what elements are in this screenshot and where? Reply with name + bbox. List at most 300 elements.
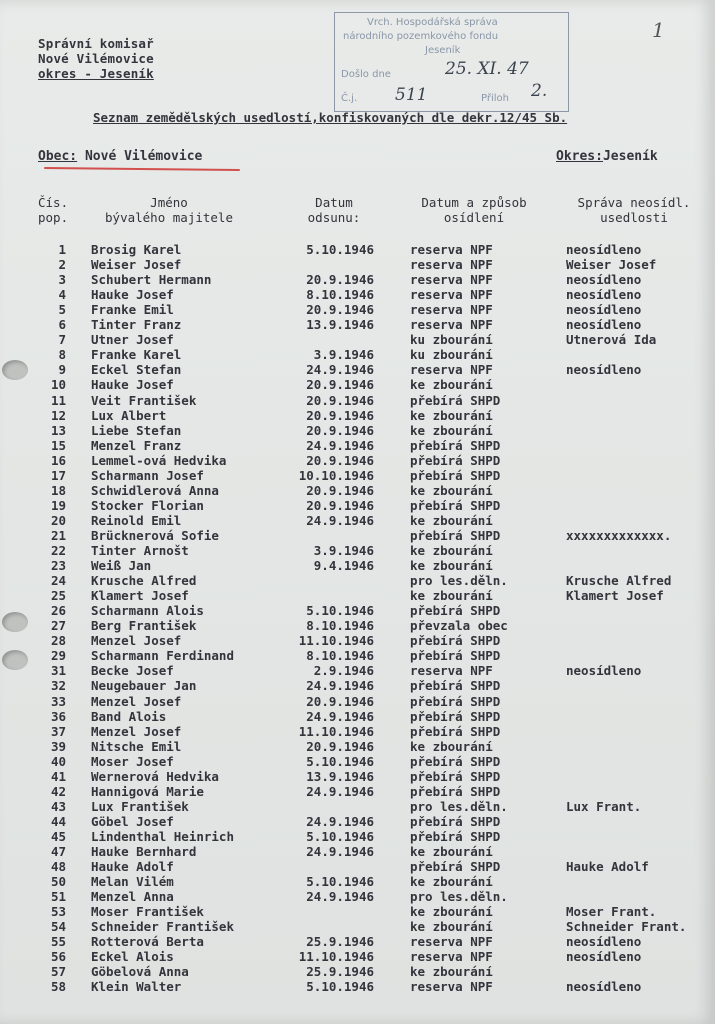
table-row [0,709,715,724]
row-number: 27 [50,618,66,634]
row-number: 56 [50,949,66,965]
row-settlement: přebírá SHPD [410,723,501,739]
col-header-date [298,195,370,225]
row-number: 12 [50,407,66,423]
row-owner-name: Rotterová Berta [91,934,204,950]
row-owner-name: Hannigová Marie [91,783,204,799]
row-administration: Klamert Josef [566,588,664,604]
row-settlement: reserva NPF [410,663,493,679]
row-expulsion-date: 24.9.1946 [306,889,374,905]
row-settlement: reserva NPF [410,362,493,378]
col-header-administration-2: usedlosti [600,210,668,225]
row-expulsion-date: 20.9.1946 [306,497,374,513]
col-header-settlement-1: Datum a způsob [421,195,527,210]
row-number: 55 [50,934,66,950]
row-settlement: ke zbourání [410,512,493,528]
row-owner-name: Menzel Josef [91,723,182,739]
row-administration: neosídleno [566,272,642,288]
row-settlement: ku zbourání [410,332,493,348]
row-settlement: reserva NPF [410,949,493,965]
col-header-administration [564,195,704,225]
row-administration: Krusche Alfred [566,573,672,589]
row-owner-name: Nitsche Emil [91,738,182,754]
row-number: 29 [50,648,66,664]
table-row [0,949,715,964]
row-number: 51 [50,889,66,905]
table-row [0,889,715,904]
row-owner-name: Brosig Karel [91,242,182,257]
row-owner-name: Tinter Franz [91,317,182,333]
received-stamp [334,12,569,112]
page-number: 1 [652,18,665,42]
row-owner-name: Reinold Emil [91,512,182,528]
row-owner-name: Menzel Anna [91,889,174,905]
row-expulsion-date: 24.9.1946 [306,437,374,453]
municipality-label: Obec: [38,149,78,164]
table-row [0,829,715,844]
row-number: 21 [50,527,66,543]
col-header-name-1: Jméno [150,195,188,210]
table-row [0,573,715,588]
row-settlement: reserva NPF [410,302,493,318]
row-settlement: ke zbourání [410,558,493,574]
row-administration: Moser Frant. [566,904,657,920]
header-block [38,36,154,81]
row-expulsion-date: 20.9.1946 [306,693,374,709]
row-owner-name: Krusche Alfred [91,573,197,589]
row-number: 36 [50,708,66,724]
district [556,149,658,164]
row-number: 48 [50,859,66,875]
row-owner-name: Melan Vilém [91,874,174,890]
stamp-date-value: 25. XI. 47 [445,59,529,79]
row-expulsion-date: 11.10.1946 [298,723,374,739]
row-settlement: ke zbourání [410,422,493,438]
table-row [0,287,715,302]
row-number: 2 [58,257,66,273]
row-settlement: reserva NPF [410,272,493,288]
row-owner-name: Weiser Josef [91,257,182,273]
header-line-village: Nové Vilémovice [38,51,154,66]
table-row [0,814,715,829]
stamp-line-1: Vrch. Hospodářská správa [367,17,498,28]
row-administration: Lux Frant. [566,798,642,814]
row-administration: neosídleno [566,949,642,965]
row-owner-name: Menzel Josef [91,693,182,709]
row-owner-name: Klamert Josef [91,588,189,604]
row-settlement: ke zbourání [410,874,493,890]
row-owner-name: Liebe Stefan [91,422,182,438]
row-owner-name: Scharmann Alois [91,603,204,619]
row-expulsion-date: 2.9.1946 [313,663,374,679]
col-header-settlement [408,195,540,225]
row-expulsion-date: 20.9.1946 [306,302,374,318]
row-administration: neosídleno [566,663,642,679]
row-owner-name: Göbelová Anna [91,964,189,980]
row-settlement: přebírá SHPD [410,708,501,724]
row-owner-name: Hauke Josef [91,287,174,303]
row-number: 42 [50,783,66,799]
row-settlement: přebírá SHPD [410,392,501,408]
row-administration: neosídleno [566,362,642,378]
row-owner-name: Schubert Hermann [91,272,212,288]
row-settlement: přebírá SHPD [410,437,501,453]
header-line-commissioner: Správní komisař [38,36,154,51]
table-row [0,468,715,483]
table-row [0,483,715,498]
row-settlement: přebírá SHPD [410,467,501,483]
row-settlement: ke zbourání [410,407,493,423]
row-owner-name: Eckel Alois [91,949,174,965]
table-row [0,453,715,468]
table-row [0,242,715,257]
row-number: 57 [50,964,66,980]
row-owner-name: Franke Emil [91,302,174,318]
row-expulsion-date: 5.10.1946 [306,242,374,257]
row-number: 53 [50,904,66,920]
row-number: 32 [50,678,66,694]
table-row [0,859,715,874]
row-number: 20 [50,512,66,528]
row-settlement: přebírá SHPD [410,497,501,513]
table-row [0,633,715,648]
row-settlement: přebírá SHPD [410,783,501,799]
table-row [0,844,715,859]
row-settlement: reserva NPF [410,242,493,257]
row-owner-name: Veit František [91,392,197,408]
row-administration: Utnerová Ida [566,332,657,348]
row-number: 28 [50,633,66,649]
row-expulsion-date: 10.10.1946 [298,467,374,483]
row-number: 1 [58,242,66,257]
row-expulsion-date: 5.10.1946 [306,603,374,619]
row-settlement: přebírá SHPD [410,678,501,694]
row-expulsion-date: 20.9.1946 [306,392,374,408]
row-settlement: přebírá SHPD [410,813,501,829]
row-number: 50 [50,874,66,890]
table-row [0,438,715,453]
row-number: 43 [50,798,66,814]
col-header-settlement-2: osídlení [443,210,505,225]
table-row [0,257,715,272]
row-settlement: přebírá SHPD [410,527,501,543]
row-number: 47 [50,844,66,859]
table-row [0,784,715,799]
col-header-date-2: odsunu: [307,210,361,225]
table-row [0,528,715,543]
row-expulsion-date: 11.10.1946 [298,949,374,965]
row-expulsion-date: 24.9.1946 [306,783,374,799]
row-expulsion-date: 25.9.1946 [306,934,374,950]
row-owner-name: Utner Josef [91,332,174,348]
row-settlement: přebírá SHPD [410,768,501,784]
table-row [0,498,715,513]
table-row [0,377,715,392]
row-number: 10 [50,377,66,393]
row-number: 16 [50,452,66,468]
punch-hole [2,650,28,670]
row-number: 15 [50,437,66,453]
table-row [0,393,715,408]
table-row [0,739,715,754]
row-settlement: reserva NPF [410,257,493,273]
row-number: 23 [50,558,66,574]
row-expulsion-date: 9.4.1946 [313,558,374,574]
table-row [0,663,715,678]
row-administration: xxxxxxxxxxxxx. [566,527,672,543]
row-number: 17 [50,467,66,483]
row-expulsion-date: 5.10.1946 [306,753,374,769]
row-settlement: reserva NPF [410,287,493,303]
row-administration: neosídleno [566,287,642,303]
row-owner-name: Klein Walter [91,979,182,995]
row-settlement: přebírá SHPD [410,859,501,875]
table-row [0,754,715,769]
row-expulsion-date: 5.10.1946 [306,828,374,844]
row-expulsion-date: 20.9.1946 [306,407,374,423]
row-number: 9 [58,362,66,378]
row-administration: Weiser Josef [566,257,657,273]
table-row [0,979,715,994]
table-row [0,588,715,603]
table-row [0,618,715,633]
municipality-value: Nové Vilémovice [84,149,203,164]
row-owner-name: Neugebauer Jan [91,678,197,694]
row-number: 7 [58,332,66,348]
row-settlement: reserva NPF [410,317,493,333]
row-number: 3 [58,272,66,288]
row-administration: neosídleno [566,934,642,950]
row-owner-name: Franke Karel [91,347,182,363]
district-value: Jeseník [602,149,658,164]
table-row [0,769,715,784]
row-owner-name: Lux Albert [91,407,167,423]
row-settlement: reserva NPF [410,934,493,950]
row-expulsion-date: 24.9.1946 [306,844,374,859]
row-settlement: přebírá SHPD [410,452,501,468]
row-owner-name: Becke Josef [91,663,174,679]
table-row [0,919,715,934]
row-number: 11 [50,392,66,408]
table-row [0,678,715,693]
row-number: 33 [50,693,66,709]
stamp-ref-label: Č.j. [341,93,358,104]
table-row [0,964,715,979]
punch-hole [2,360,28,380]
row-expulsion-date: 24.9.1946 [306,708,374,724]
red-pencil-underline [44,167,240,171]
table-row [0,558,715,573]
row-administration: neosídleno [566,242,642,257]
col-header-number-1: Čís. [38,195,69,210]
row-number: 58 [50,979,66,995]
row-owner-name: Lindenthal Heinrich [91,828,234,844]
row-owner-name: Schwidlerová Anna [91,482,219,498]
row-owner-name: Tinter Arnošt [91,543,189,558]
table-row [0,934,715,949]
municipality [38,149,202,164]
row-owner-name: Band Alois [91,708,167,724]
row-expulsion-date: 20.9.1946 [306,377,374,393]
document-title: Seznam zemědělských usedlostí,konfiskovaných dle dekr.12/45 Sb. [93,110,568,125]
col-header-date-1: Datum [315,195,353,210]
table-row [0,694,715,709]
row-expulsion-date: 20.9.1946 [306,272,374,288]
row-settlement: přebírá SHPD [410,603,501,619]
row-settlement: převzala obec [410,618,508,634]
table-row [0,408,715,423]
row-number: 13 [50,422,66,438]
row-settlement: přebírá SHPD [410,648,501,664]
row-expulsion-date: 11.10.1946 [298,633,374,649]
row-owner-name: Menzel Franz [91,437,182,453]
stamp-ref-value: 511 [395,85,428,105]
row-number: 40 [50,753,66,769]
stamp-attach-label: Přiloh [481,93,509,104]
row-expulsion-date: 3.9.1946 [313,543,374,558]
header-line-district: okres - Jeseník [38,66,154,81]
row-number: 5 [58,302,66,318]
row-settlement: pro les.děln. [410,573,508,589]
table-row [0,874,715,889]
row-owner-name: Hauke Josef [91,377,174,393]
table-row [0,904,715,919]
row-administration: neosídleno [566,302,642,318]
row-settlement: ku zbourání [410,347,493,363]
row-number: 8 [58,347,66,363]
row-expulsion-date: 8.10.1946 [306,648,374,664]
row-number: 45 [50,828,66,844]
row-settlement: ke zbourání [410,904,493,920]
row-settlement: ke zbourání [410,377,493,393]
col-header-number-2: pop. [38,210,69,225]
row-number: 37 [50,723,66,739]
row-owner-name: Hauke Adolf [91,859,174,875]
row-owner-name: Schneider František [91,919,234,935]
row-settlement: ke zbourání [410,588,493,604]
row-expulsion-date: 8.10.1946 [306,618,374,634]
table-row [0,302,715,317]
row-settlement: ke zbourání [410,844,493,859]
row-number: 44 [50,813,66,829]
row-expulsion-date: 13.9.1946 [306,768,374,784]
col-header-administration-1: Správa neosídl. [577,195,691,210]
table-row [0,423,715,438]
row-expulsion-date: 20.9.1946 [306,452,374,468]
table-row [0,724,715,739]
stamp-date-label: Došlo dne [341,69,391,80]
row-administration: neosídleno [566,979,642,995]
row-owner-name: Scharmann Ferdinand [91,648,234,664]
row-number: 18 [50,482,66,498]
row-expulsion-date: 24.9.1946 [306,512,374,528]
row-owner-name: Berg František [91,618,197,634]
row-expulsion-date: 13.9.1946 [306,317,374,333]
row-owner-name: Stocker Florian [91,497,204,513]
row-expulsion-date: 24.9.1946 [306,813,374,829]
row-owner-name: Moser František [91,904,204,920]
row-owner-name: Lux František [91,798,189,814]
row-expulsion-date: 24.9.1946 [306,362,374,378]
table-row [0,347,715,362]
district-label: Okres: [556,149,603,164]
row-owner-name: Menzel Josef [91,633,182,649]
row-administration: Schneider Frant. [566,919,687,935]
table-row [0,362,715,377]
row-settlement: pro les.děln. [410,889,508,905]
row-owner-name: Lemmel-ová Hedvika [91,452,227,468]
row-owner-name: Moser Josef [91,753,174,769]
row-expulsion-date: 20.9.1946 [306,482,374,498]
row-expulsion-date: 25.9.1946 [306,964,374,980]
row-owner-name: Brücknerová Sofie [91,527,219,543]
row-expulsion-date: 20.9.1946 [306,422,374,438]
row-number: 39 [50,738,66,754]
row-number: 19 [50,497,66,513]
row-expulsion-date: 20.9.1946 [306,738,374,754]
table-row [0,603,715,618]
table-row [0,799,715,814]
row-number: 22 [50,543,66,558]
table-row [0,543,715,558]
col-header-name-2: bývalého majitele [105,210,233,225]
row-settlement: přebírá SHPD [410,753,501,769]
row-number: 6 [58,317,66,333]
col-header-name [92,195,246,225]
row-number: 54 [50,919,66,935]
row-settlement: ke zbourání [410,482,493,498]
row-settlement: ke zbourání [410,543,493,558]
row-administration: neosídleno [566,317,642,333]
row-settlement: ke zbourání [410,919,493,935]
row-number: 25 [50,588,66,604]
row-owner-name: Eckel Stefan [91,362,182,378]
table-row [0,317,715,332]
row-expulsion-date: 24.9.1946 [306,678,374,694]
table-row [0,648,715,663]
table-row [0,272,715,287]
row-expulsion-date: 8.10.1946 [306,287,374,303]
row-owner-name: Weiß Jan [91,558,152,574]
stamp-line-2: národního pozemkového fondu [343,31,499,42]
row-settlement: pro les.děln. [410,798,508,814]
row-settlement: přebírá SHPD [410,693,501,709]
row-owner-name: Hauke Bernhard [91,844,197,859]
row-number: 26 [50,603,66,619]
row-number: 31 [50,663,66,679]
row-settlement: přebírá SHPD [410,633,501,649]
stamp-attach-value: 2. [531,81,548,101]
table-row [0,332,715,347]
row-administration: Hauke Adolf [566,859,649,875]
row-expulsion-date: 5.10.1946 [306,979,374,995]
row-settlement: ke zbourání [410,738,493,754]
row-settlement: přebírá SHPD [410,828,501,844]
row-owner-name: Scharmann Josef [91,467,204,483]
row-owner-name: Wernerová Hedvika [91,768,219,784]
stamp-line-3: Jeseník [425,45,461,56]
punch-hole [2,612,28,632]
row-number: 24 [50,573,66,589]
col-header-number [38,195,68,225]
row-expulsion-date: 5.10.1946 [306,874,374,890]
row-number: 4 [58,287,66,303]
row-expulsion-date: 3.9.1946 [313,347,374,363]
row-settlement: reserva NPF [410,979,493,995]
row-number: 41 [50,768,66,784]
table-row [0,513,715,528]
row-owner-name: Göbel Josef [91,813,174,829]
